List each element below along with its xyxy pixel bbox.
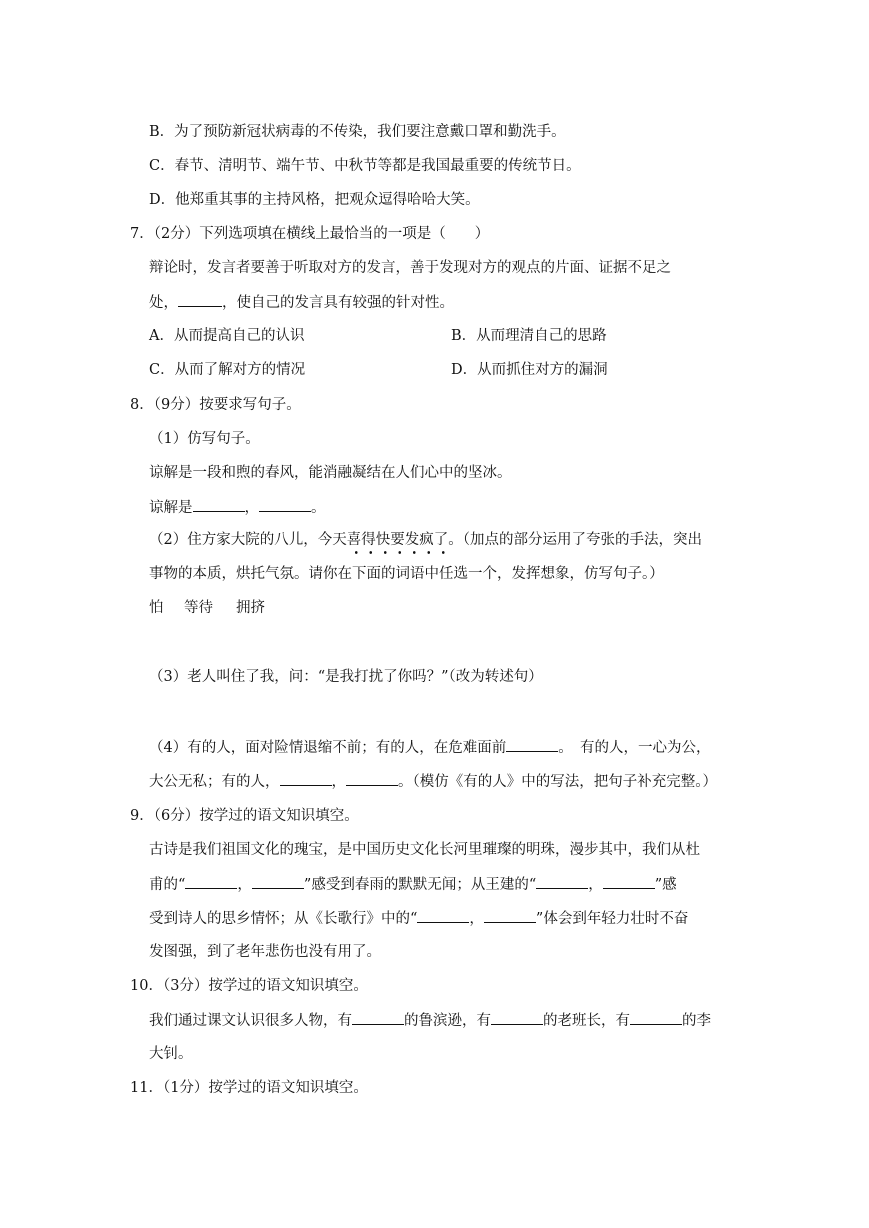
- q10-line1-a: 我们通过课文认识很多人物，有: [149, 1013, 352, 1029]
- q7-passage-pre: 处，: [149, 295, 178, 311]
- q8-sub1-comma: ，: [244, 500, 259, 516]
- q10-blank-3[interactable]: [630, 1010, 682, 1025]
- q8-sub4-blank-3[interactable]: [346, 771, 398, 786]
- q9-line2-a: 甫的“: [149, 877, 186, 893]
- q8-sub4-comma: ，: [331, 774, 346, 790]
- q8-sub1-blank-1[interactable]: [193, 497, 245, 512]
- q8-sub2-word-1: 怕: [149, 600, 164, 616]
- q6-option-d: D．他郑重其事的主持风格，把观众逗得哈哈大笑。: [149, 192, 480, 208]
- q10-line1-d: 的李: [682, 1013, 711, 1029]
- q8-sub3: （3）老人叫住了我，问：“是我打扰了你吗？”（改为转述句）: [149, 669, 543, 685]
- q9-line1: 古诗是我们祖国文化的瑰宝，是中国历史文化长河里璀璨的明珠，漫步其中，我们从杜: [149, 842, 700, 858]
- q10-line2: 大钊。: [149, 1046, 193, 1062]
- q9-blank-1[interactable]: [185, 874, 237, 889]
- q10-stem: 10．（3分）按学过的语文知识填空。: [130, 978, 368, 994]
- q8-sub4-blank-2[interactable]: [280, 771, 332, 786]
- q9-line3-a: 受到诗人的思乡情怀；从《长歌行》中的“: [149, 911, 418, 927]
- q8-sub1-blank-2[interactable]: [259, 497, 311, 512]
- q8-sub2-word-3: 拥挤: [236, 600, 265, 616]
- q8-sub1-answer-line: [149, 497, 326, 518]
- q9-blank-6[interactable]: [484, 908, 536, 923]
- q8-sub1-example: 谅解是一段和煦的春风，能消融凝结在人们心中的坚冰。: [149, 465, 512, 481]
- q10-line1: [149, 1010, 711, 1031]
- q10-line1-b: 的鲁滨逊，有: [404, 1013, 491, 1029]
- q9-blank-3[interactable]: [536, 874, 588, 889]
- q7-option-a: A．从而提高自己的认识: [149, 328, 305, 344]
- q8-sub1-answer-pre: 谅解是: [149, 500, 193, 516]
- q9-blank-5[interactable]: [417, 908, 469, 923]
- q9-line4: 发图强，到了老年悲伤也没有用了。: [149, 944, 381, 960]
- q9-comma-2: ，: [588, 877, 603, 893]
- q8-sub4-line2-pre: 大公无私；有的人，: [149, 774, 280, 790]
- q9-line2-b: ”感受到春雨的默默无闻；从王建的“: [303, 877, 537, 893]
- q7-option-b: B．从而理清自己的思路: [451, 328, 607, 344]
- q8-sub1-period: 。: [311, 500, 326, 516]
- q9-blank-4[interactable]: [603, 874, 655, 889]
- q9-stem: 9．（6分）按学过的语文知识填空。: [130, 808, 359, 824]
- q9-comma-3: ，: [469, 911, 484, 927]
- q8-sub4-line2: [149, 771, 717, 792]
- q8-sub1-title: （1）仿写句子。: [149, 431, 260, 447]
- q9-comma-1: ，: [237, 877, 252, 893]
- q8-sub2-word-2: 等待: [184, 600, 213, 616]
- q9-line2: [149, 874, 677, 895]
- q10-line1-c: 的老班长，有: [543, 1013, 630, 1029]
- q8-sub4-pre: （4）有的人，面对险情退缩不前；有的人，在危难面前: [149, 740, 507, 756]
- q7-passage-line1: 辩论时，发言者要善于听取对方的发言，善于发现对方的观点的片面、证据不足之: [149, 260, 671, 276]
- q9-line3-b: ”体会到年轻力壮时不奋: [535, 911, 689, 927]
- q7-option-d: D．从而抓住对方的漏洞: [451, 362, 608, 378]
- q8-sub2-line2: 事物的本质，烘托气氛。请你在下面的词语中任选一个，发挥想象，仿写句子。）: [149, 566, 664, 582]
- q8-sub4-line1: [149, 737, 710, 758]
- q9-blank-2[interactable]: [252, 874, 304, 889]
- q8-sub2-pre: （2）住方家大院的八儿，今天: [149, 532, 347, 548]
- q10-blank-1[interactable]: [352, 1010, 404, 1025]
- q7-stem: 7．（2分）下列选项填在横线上最恰当的一项是（ ）: [130, 226, 490, 242]
- q7-passage-post: ，使自己的发言具有较强的针对性。: [222, 295, 454, 311]
- q9-line3: [149, 908, 688, 929]
- q8-sub4-post: 。 有的人，一心为公，: [558, 740, 711, 756]
- q8-stem: 8．（9分）按要求写句子。: [130, 397, 301, 413]
- q8-sub2-emphasized-phrase: 喜得快要发疯了: [346, 532, 449, 548]
- q7-answer-blank[interactable]: [178, 292, 222, 307]
- q6-option-c: C．春节、清明节、端午节、中秋节等都是我国最重要的传统节日。: [149, 158, 581, 174]
- q10-blank-2[interactable]: [491, 1010, 543, 1025]
- q7-passage-line2: [149, 292, 454, 313]
- q7-option-c: C．从而了解对方的情况: [149, 362, 306, 378]
- q9-line2-c: ”感: [654, 877, 677, 893]
- q8-sub4-line2-post: 。（模仿《有的人》中的写法，把句子补充完整。）: [398, 774, 717, 790]
- q6-option-b: B．为了预防新冠状病毒的不传染，我们要注意戴口罩和勤洗手。: [149, 124, 566, 140]
- q8-sub4-blank-1[interactable]: [506, 737, 558, 752]
- q11-stem: 11．（1分）按学过的语文知识填空。: [130, 1080, 368, 1096]
- q8-sub2-post: 。（加点的部分运用了夸张的手法，突出: [448, 532, 702, 548]
- q8-sub2-line1: [149, 530, 702, 550]
